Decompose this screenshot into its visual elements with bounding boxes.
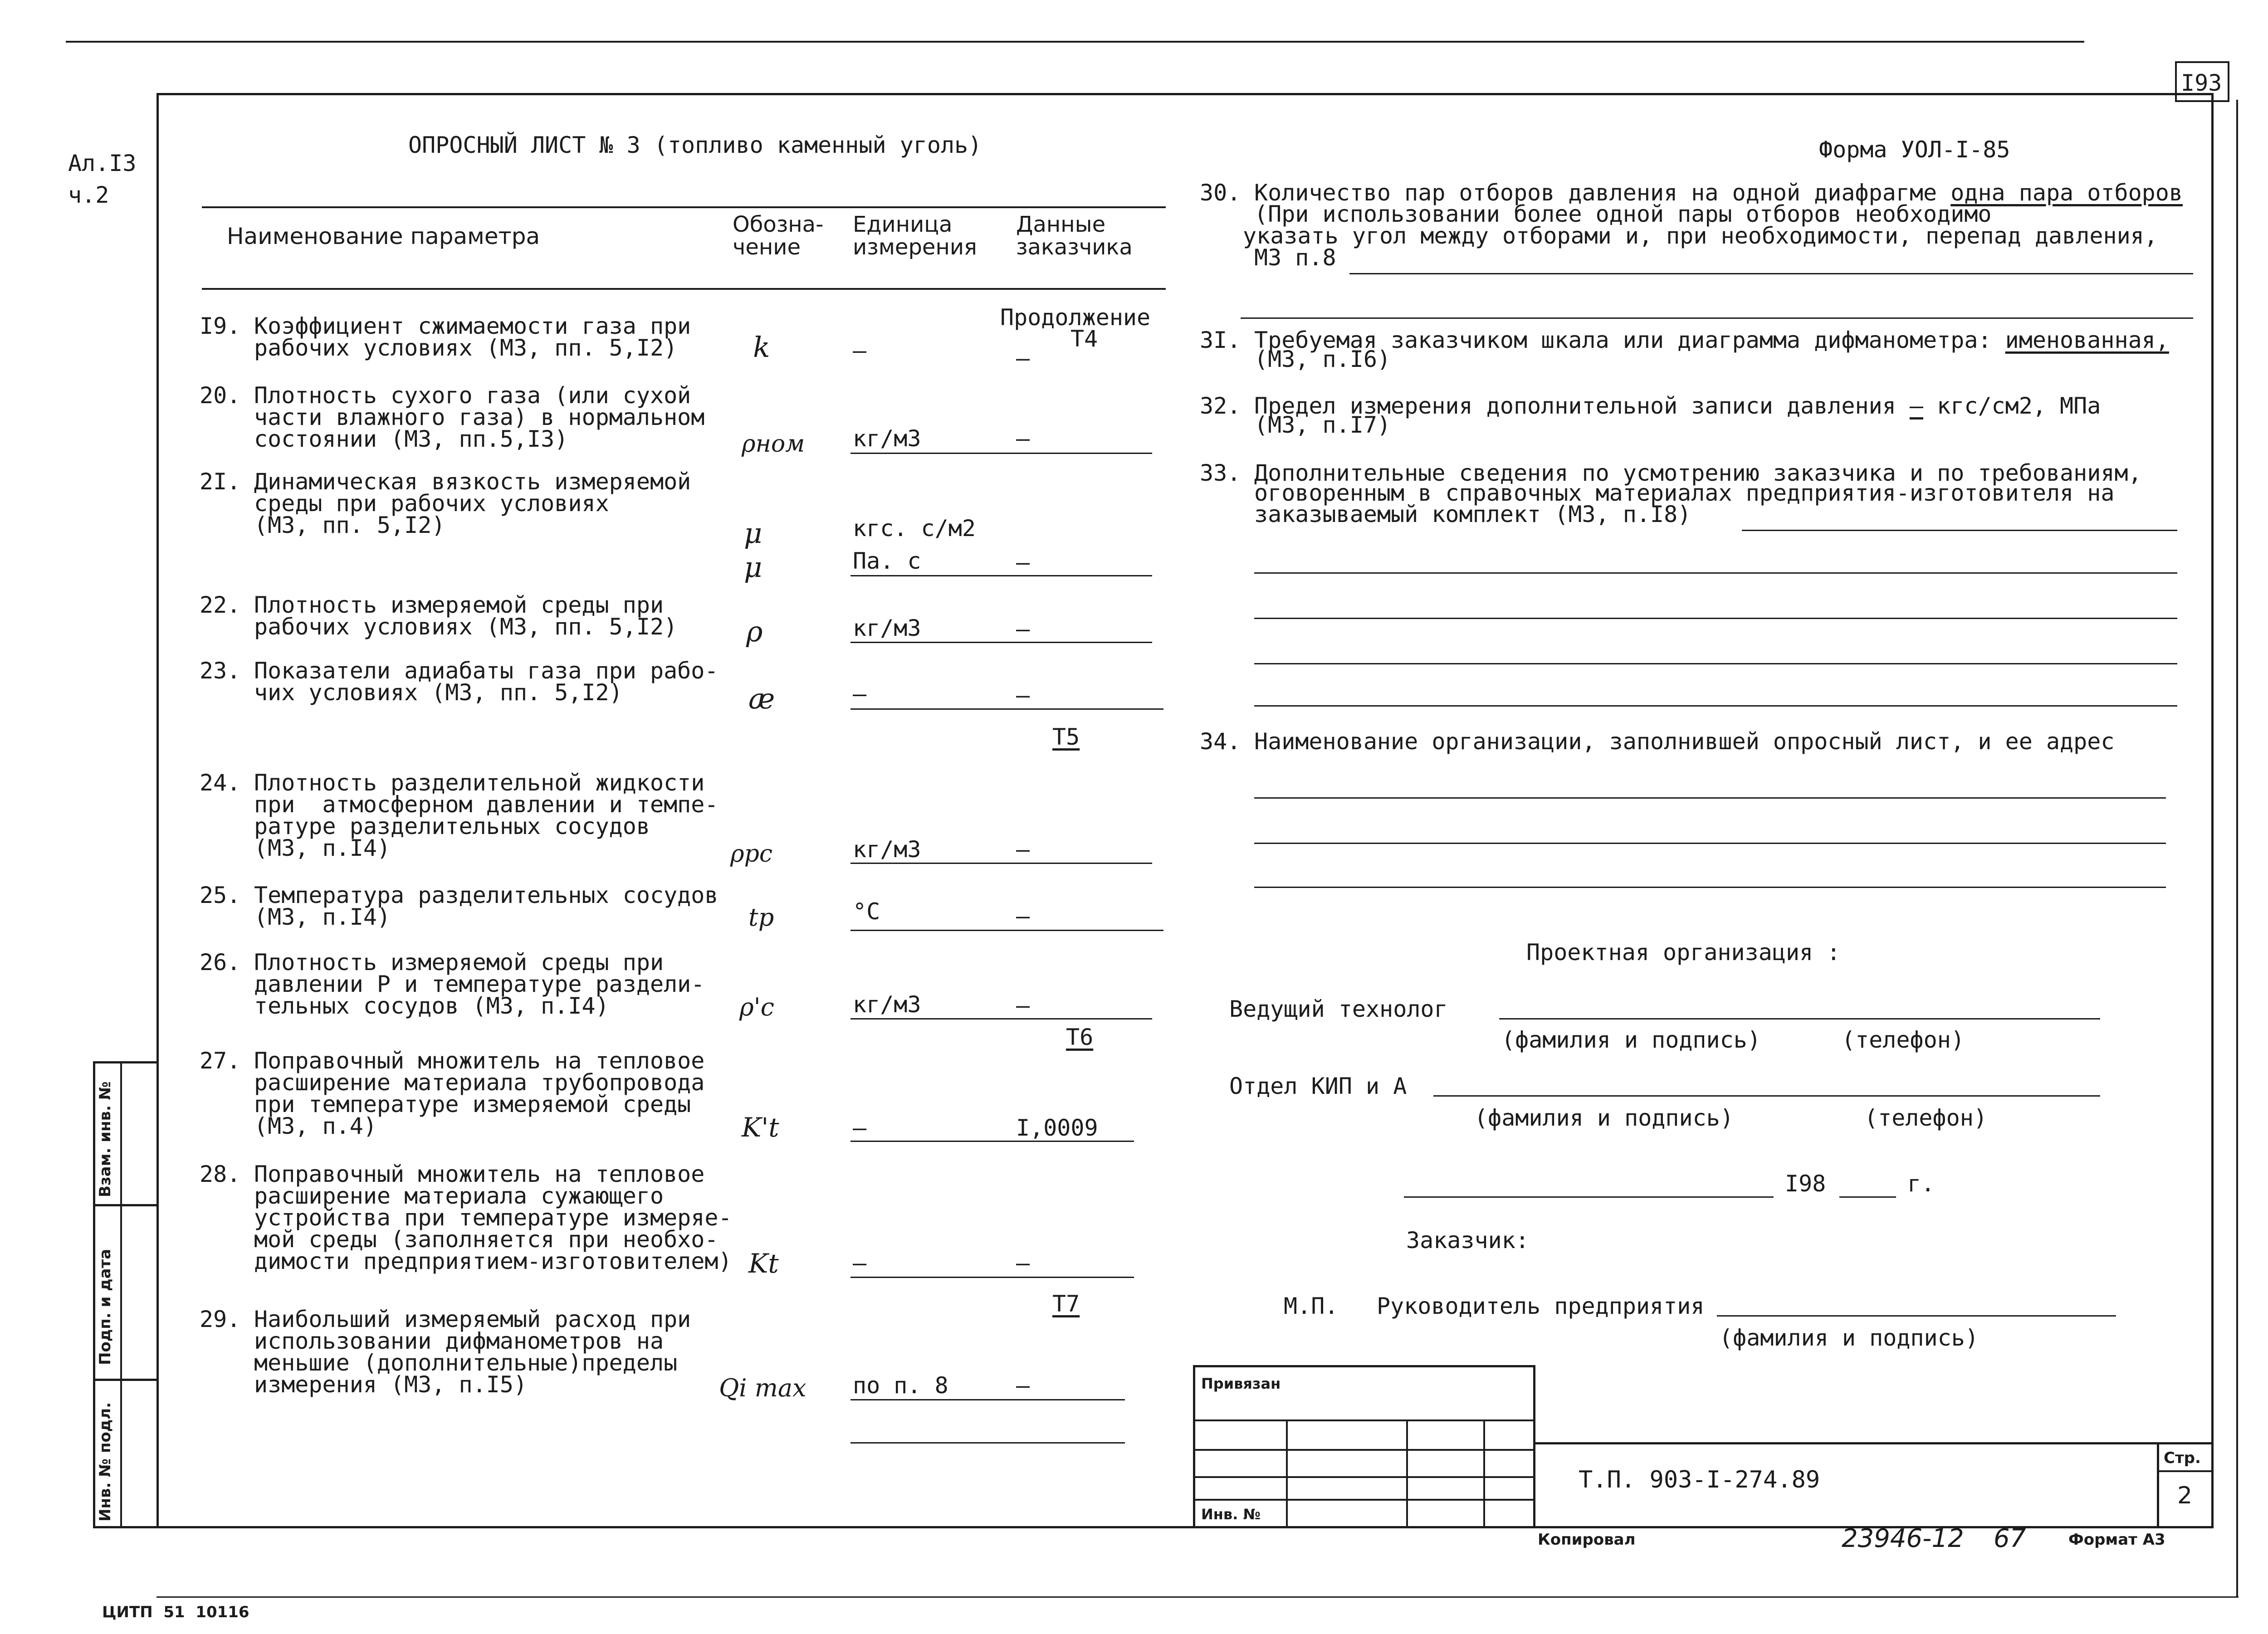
q33-line3: заказываемый комплект (МЗ, п.I8) (1254, 501, 1691, 527)
value-27: I,0009 (1016, 1115, 1098, 1141)
hand-number: 23946-12 (1842, 1524, 1964, 1553)
continuation-label: Продолжение (1000, 304, 1151, 331)
kip-dept-label: Отдел КИП и А (1229, 1073, 1407, 1099)
inv-label: Инв. № (1201, 1506, 1261, 1523)
value-26: – (1016, 992, 1030, 1019)
fill-line-29 (850, 1399, 1125, 1400)
bound-col-2 (1406, 1419, 1408, 1528)
q33-fill-3 (1254, 618, 2177, 619)
q33-number: 33. (1200, 460, 1241, 486)
side-stamp-row-2 (93, 1379, 159, 1381)
symbol-23: æ (748, 682, 775, 715)
group-t7: Т7 (1052, 1291, 1080, 1317)
format-label: Формат А3 (2068, 1531, 2165, 1549)
sheet-row (2157, 1470, 2214, 1472)
sig1-phone: (телефон) (1842, 1027, 1965, 1053)
value-23: – (1016, 682, 1030, 708)
q33-fill-5 (1254, 705, 2177, 707)
symbol-24: ρрс (730, 840, 772, 868)
header-unit: Единица измерения (853, 212, 977, 260)
group-t5: Т5 (1052, 724, 1080, 750)
q30-line3: указать угол между отборами и, при необходимости, перепад давления, (1243, 223, 2158, 249)
sheet-divider (2157, 1442, 2159, 1528)
page-title: ОПРОСНЫЙ ЛИСТ № 3 (топливо каменный уголь) (408, 132, 982, 158)
group-t4: Т4 (1070, 326, 1098, 352)
symbol-20: ρном (742, 430, 805, 458)
symbol-19: k (753, 331, 770, 364)
header-bottom-rule (202, 288, 1166, 290)
value-28: – (1016, 1250, 1030, 1276)
side-stamp-sign-date: Подп. и дата (96, 1249, 114, 1365)
head-sign-line (1717, 1315, 2116, 1317)
bottom-edge (156, 1596, 2239, 1598)
symbol-21a: μ (744, 517, 763, 550)
sig2-phone: (телефон) (1864, 1105, 1987, 1131)
side-stamp-replace-inv: Взам. инв. № (96, 1081, 114, 1197)
margin-label-line1: Ал.I3 (68, 150, 137, 176)
q34-fill-3 (1254, 887, 2166, 888)
q33-fill-4 (1254, 663, 2177, 664)
unit-28: – (853, 1250, 867, 1276)
symbol-29: Qi max (719, 1374, 807, 1402)
top-rule (66, 41, 2084, 43)
bound-col-1 (1286, 1419, 1288, 1528)
q34-text: Наименование организации, заполнившей опросный лист, и ее адрес (1254, 728, 2115, 755)
value-25: – (1016, 903, 1030, 929)
q31-text: Требуемая заказчиком шкала или диаграмма дифманометра: именованная, (1254, 327, 2169, 353)
symbol-22: ρ (746, 615, 763, 648)
value-21b: – (1016, 549, 1030, 576)
group-t6: Т6 (1066, 1024, 1094, 1050)
lead-tech-label: Ведущий технолог (1229, 996, 1448, 1022)
q30-fill-line-2 (1241, 317, 2193, 319)
bound-col-3 (1483, 1419, 1485, 1528)
unit-26: кг/м3 (853, 991, 921, 1018)
year-suffix: г. (1907, 1171, 1935, 1197)
q34-fill-2 (1254, 843, 2166, 844)
q34-number: 34. (1200, 728, 1241, 755)
q32-text: Предел измерения дополнительной записи давления – кгс/см2, МПа (1254, 393, 2101, 419)
value-29: – (1016, 1372, 1030, 1399)
customer-label: Заказчик: (1406, 1227, 1529, 1254)
fill-line-24 (850, 863, 1152, 864)
q33-fill-2 (1254, 572, 2177, 574)
margin-label-line2: ч.2 (68, 182, 109, 208)
fill-line-25 (850, 930, 1163, 931)
head-label: Руководитель предприятия (1377, 1293, 1705, 1319)
page-number: I93 (2181, 70, 2222, 96)
side-stamp-orig-inv: Инв. № подл. (96, 1402, 114, 1522)
symbol-26: ρ'с (739, 993, 774, 1021)
unit-24: кг/м3 (853, 836, 921, 863)
unit-29: по п. 8 (853, 1372, 948, 1399)
fill-line-28 (850, 1277, 1134, 1278)
stamp-mp: М.П. (1284, 1293, 1339, 1319)
bound-label: Привязан (1201, 1375, 1281, 1392)
page: I93 Ал.I3 ч.2 ОПРОСНЫЙ ЛИСТ № 3 (топливо каменный уголь) Форма УОЛ-I-85 Наименование параметра Обозна- чение Единица измерения Данные заказчика Продолжение Т4 I9. Коэффициент сжимаемости газа при рабочих условиях (МЗ, пп. 5,I2) k – – 20. Плотность сухого газа (или сухой части влажного газа) в нормальном состоянии (МЗ, пп.5,I3) ρном кг/м3 – 2I. Динамическая вязкость измеряемой среды при рабочих условиях (МЗ, пп. 5,I2) μ кгс. с/м2 μ Па. с – 22. Плотность измеряемой среды при рабочих условиях (МЗ, пп. 5,I2) ρ кг/м3 – 23. Показатели адиабаты газа при рабо- чих условиях (МЗ, пп. 5,I2) æ – – Т5 24. Плотность разделительной жидкости при атмосферном давлении и темпе- ратуре разделительных сосудов (МЗ, п.I4) ρрс кг/м3 – 25. Температура разделительных сосудов (МЗ, п.I4) tр °С – 26. Плотность измеряемой среды при давлении Р и температуре раздели- тельных сосудов (МЗ, п.I4) ρ'с кг/м3 – Т6 27. Поправочный множитель на тепловое расширение материала трубопровода при температуре измеряемой среды (МЗ, п.4) K't – I,0009 28. Поправочный множитель на тепловое расширение материала сужающего устройства при температуре измеряе- мой среды (заполняется при необхо- димости предприятием-изготовителем) Kt – – Т7 29. Наибольший измеряемый расход при использовании дифманометров на меньшие (дополнительные)пределы измерения (МЗ, п.I5) Qi max по п. 8 – 30. Количество пар отборов давления на одной диафрагме одна пара отборов (При использовании более одной пары отборов необходимо указать угол между отборами и, при необходимости, перепад давления, МЗ п.8 3I. Требуемая заказчиком шкала или диаграмма дифманометра: именованная, (МЗ, п.I6) 32. Предел измерения дополнительной записи давления – кгс/см2, МПа (МЗ, п.I7) 33. Дополнительные сведения по усмотрению заказчика и по требованиям, оговоренным в справочных материалах предприятия-изготовителя на заказываемый комплект (МЗ, п.I8) 34. Наименование организации, заполнившей опросный лист, и ее адрес Проектная организация : Ведущий технолог (фамилия и подпись) (телефон) Отдел КИП и А (фамилия и подпись) (телефон) I98 г. Заказчик: М.П. Руководитель предприятия (фамилия и подпись) Привязан Инв. № Т.П. 903-I-274.89 Стр. 2 Копировал 23946-12 67 Формат А3 Взам. инв. № Подп. и дата Инв. № подл. ЦИТП 51 10116 (0, 0, 2268, 1634)
q32-line2: (МЗ, п.I7) (1254, 412, 1391, 438)
doc-code: Т.П. 903-I-274.89 (1579, 1466, 1820, 1493)
symbol-21b: μ (744, 551, 763, 584)
fill-line-26 (850, 1018, 1152, 1019)
q30-text: Количество пар отборов давления на одной диафрагме одна пара отборов (1254, 180, 2183, 206)
kip-sign-line (1433, 1095, 2100, 1097)
right-edge (2236, 100, 2238, 1596)
year-prefix: I98 (1785, 1171, 1826, 1197)
unit-20: кг/м3 (853, 425, 921, 452)
value-22: – (1016, 616, 1030, 642)
q30-line2: (При использовании более одной пары отборов необходимо (1254, 201, 1992, 227)
design-org-label: Проектная организация : (1526, 939, 1841, 966)
unit-23: – (853, 681, 867, 707)
q30-fill-line (1349, 273, 2193, 274)
sig1-name: (фамилия и подпись) (1501, 1027, 1761, 1053)
q33-fill-1 (1742, 530, 2177, 531)
value-20: – (1016, 425, 1030, 452)
symbol-25: tр (748, 903, 774, 932)
fill-line-29b (850, 1442, 1125, 1444)
unit-27: – (853, 1115, 867, 1141)
unit-19: – (853, 337, 867, 364)
side-stamp-row-1 (93, 1204, 159, 1206)
sig2-name: (фамилия и подпись) (1474, 1105, 1734, 1131)
header-customer: Данные заказчика (1016, 212, 1133, 260)
unit-22: кг/м3 (853, 615, 921, 641)
value-19: – (1016, 345, 1030, 371)
sheet-number: 2 (2177, 1482, 2193, 1509)
copied-label: Копировал (1538, 1531, 1636, 1549)
date-line (1404, 1196, 1774, 1198)
q30-number: 30. (1200, 180, 1241, 206)
q31-number: 3I. (1200, 327, 1241, 353)
q30-line4: МЗ п.8 (1254, 244, 1336, 271)
hand-page: 67 (1994, 1524, 2026, 1553)
form-label: Форма УОЛ-I-85 (1819, 137, 2010, 163)
sheet-label: Стр. (2164, 1449, 2201, 1467)
header-designation: Обозна- чение (733, 212, 824, 260)
q32-number: 32. (1200, 393, 1241, 419)
symbol-28: Kt (748, 1248, 779, 1279)
footer-code: ЦИТП 51 10116 (102, 1603, 249, 1621)
q31-line2: (МЗ, п.I6) (1254, 346, 1391, 372)
q33-line1: Дополнительные сведения по усмотрению заказчика и по требованиям, (1254, 460, 2142, 486)
unit-25: °С (853, 898, 880, 925)
lead-tech-sign-line (1499, 1018, 2100, 1019)
symbol-27: K't (742, 1112, 779, 1143)
fill-line-22 (850, 642, 1152, 643)
sig3-name: (фамилия и подпись) (1719, 1325, 1979, 1351)
unit-21a: кгс. с/м2 (853, 515, 976, 541)
fill-line-23 (850, 708, 1163, 710)
q34-fill-1 (1254, 797, 2166, 799)
q33-line2: оговоренным в справочных материалах предприятия-изготовителя на (1254, 480, 2115, 506)
side-stamp-divider (120, 1061, 122, 1528)
value-24: – (1016, 836, 1030, 863)
unit-21b: Па. с (853, 548, 921, 574)
fill-line-20 (850, 453, 1152, 454)
header-name: Наименование параметра (227, 223, 540, 249)
header-top-rule (202, 206, 1166, 208)
fill-line-21 (850, 575, 1152, 576)
fill-line-27 (850, 1141, 1134, 1142)
year-line (1839, 1196, 1896, 1198)
